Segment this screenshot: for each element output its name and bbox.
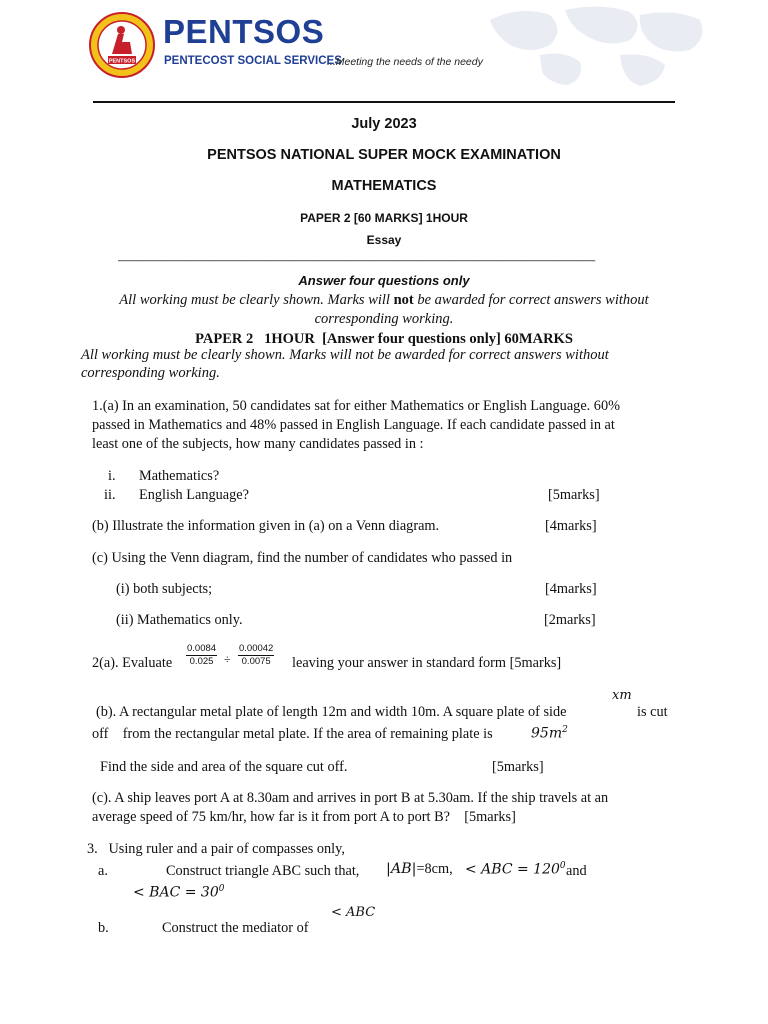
q2-b-line-3: Find the side and area of the square cut off. (100, 759, 348, 775)
q3-a-text: Construct triangle ABC such that, (166, 863, 360, 879)
q1-b-marks: [4marks] (545, 518, 597, 534)
q2-a-prefix: 2(a). Evaluate (92, 655, 173, 671)
q2-b-marks: [5marks] (492, 759, 544, 775)
q2-c-line-2: average speed of 75 km/hr, how far is it from port A to port B? [5marks] (92, 809, 516, 825)
q2-fraction-2: $\frac{0.00042}{0.0075}$ (239, 643, 274, 667)
q2-fraction-1: $\frac{0.0084}{0.025}$ (187, 643, 217, 667)
instruction-line-1: All working must be clearly shown. Marks will not be awarded for correct answers without (119, 292, 649, 308)
world-map-watermark (480, 0, 710, 90)
q2-b-xm: xm (612, 688, 632, 703)
instruction-line-2: corresponding working. (314, 311, 454, 327)
q1-c1-marks: [4marks] (545, 581, 597, 597)
exam-date: July 2023 (351, 116, 417, 132)
q3-a-angle-2: < BAC = $30^0$ (133, 884, 225, 901)
q3-intro: 3. Using ruler and a pair of compasses only, (87, 841, 345, 857)
q1-i-text: Mathematics? (139, 468, 220, 484)
q2-b-line-2: off from the rectangular metal plate. If the area of remaining plate is (92, 726, 493, 742)
q2-divide-sign: ÷ (224, 652, 231, 666)
q1-line-2: passed in Mathematics and 48% passed in English Language. If each candidate passed in at (92, 417, 615, 433)
q3-b-angle: < ABC (331, 905, 376, 920)
q1-line-3: least one of the subjects, how many candidates passed in : (92, 436, 424, 452)
instruction-heading: Answer four questions only (298, 273, 470, 288)
brand-subtitle: PENTECOST SOCIAL SERVICES (164, 55, 342, 67)
q3-a-ab: |AB|=8cm, (386, 861, 453, 877)
brand-tagline: ...Meeting the needs of the needy (327, 56, 483, 68)
q2-b-line-1-end: is cut (637, 704, 668, 720)
q3-a-and: and (566, 863, 587, 879)
q2-b-area: $95m^2$ (531, 725, 568, 742)
pentsos-logo-seal (88, 12, 156, 78)
q1-b-text: (b) Illustrate the information given in (a) on a Venn diagram. (92, 518, 440, 534)
brand-name: PENTSOS (163, 13, 325, 50)
q3-a-num: a. (98, 863, 108, 879)
q1-c-text: (c) Using the Venn diagram, find the number of candidates who passed in (92, 550, 513, 566)
exam-name: PENTSOS NATIONAL SUPER MOCK EXAMINATION (207, 147, 561, 163)
seal-bottom-text: PENTSOS (108, 58, 136, 65)
header-rule (93, 101, 675, 103)
q2-b-line-1: (b). A rectangular metal plate of length 12m and width 10m. A square plate of side (96, 704, 567, 720)
paper-info: PAPER 2 [60 MARKS] 1HOUR (300, 211, 468, 225)
repeat-instruction-1: All working must be clearly shown. Marks will not be awarded for correct answers without (81, 347, 609, 363)
paper-line: PAPER 2 1HOUR [Answer four questions only] 60MARKS (195, 331, 573, 347)
q1-c2-text: (ii) Mathematics only. (116, 612, 243, 628)
q2-c-line-1: (c). A ship leaves port A at 8.30am and arrives in port B at 5.30am. If the ship travels at an (92, 790, 609, 806)
q3-a-angle-1: < ABC = $120^0$ (465, 861, 566, 878)
divider-line: ______________________________________________________________________________ (118, 250, 596, 262)
q1-ii-num: ii. (104, 487, 116, 503)
paper-type: Essay (366, 233, 402, 247)
q1-ii-marks: [5marks] (548, 487, 600, 503)
q2-a-suffix: leaving your answer in standard form [5marks] (292, 655, 562, 671)
exam-subject: MATHEMATICS (331, 178, 437, 194)
repeat-instruction-2: corresponding working. (81, 365, 220, 381)
q3-b-text: Construct the mediator of (162, 920, 309, 936)
q1-c1-text: (i) both subjects; (116, 581, 213, 597)
q1-c2-marks: [2marks] (544, 612, 596, 628)
q3-b-num: b. (98, 920, 109, 936)
q1-line-1: 1.(a) In an examination, 50 candidates sat for either Mathematics or English Language. 60% (92, 398, 621, 414)
q1-ii-text: English Language? (139, 487, 249, 503)
q1-i-num: i. (108, 468, 116, 484)
